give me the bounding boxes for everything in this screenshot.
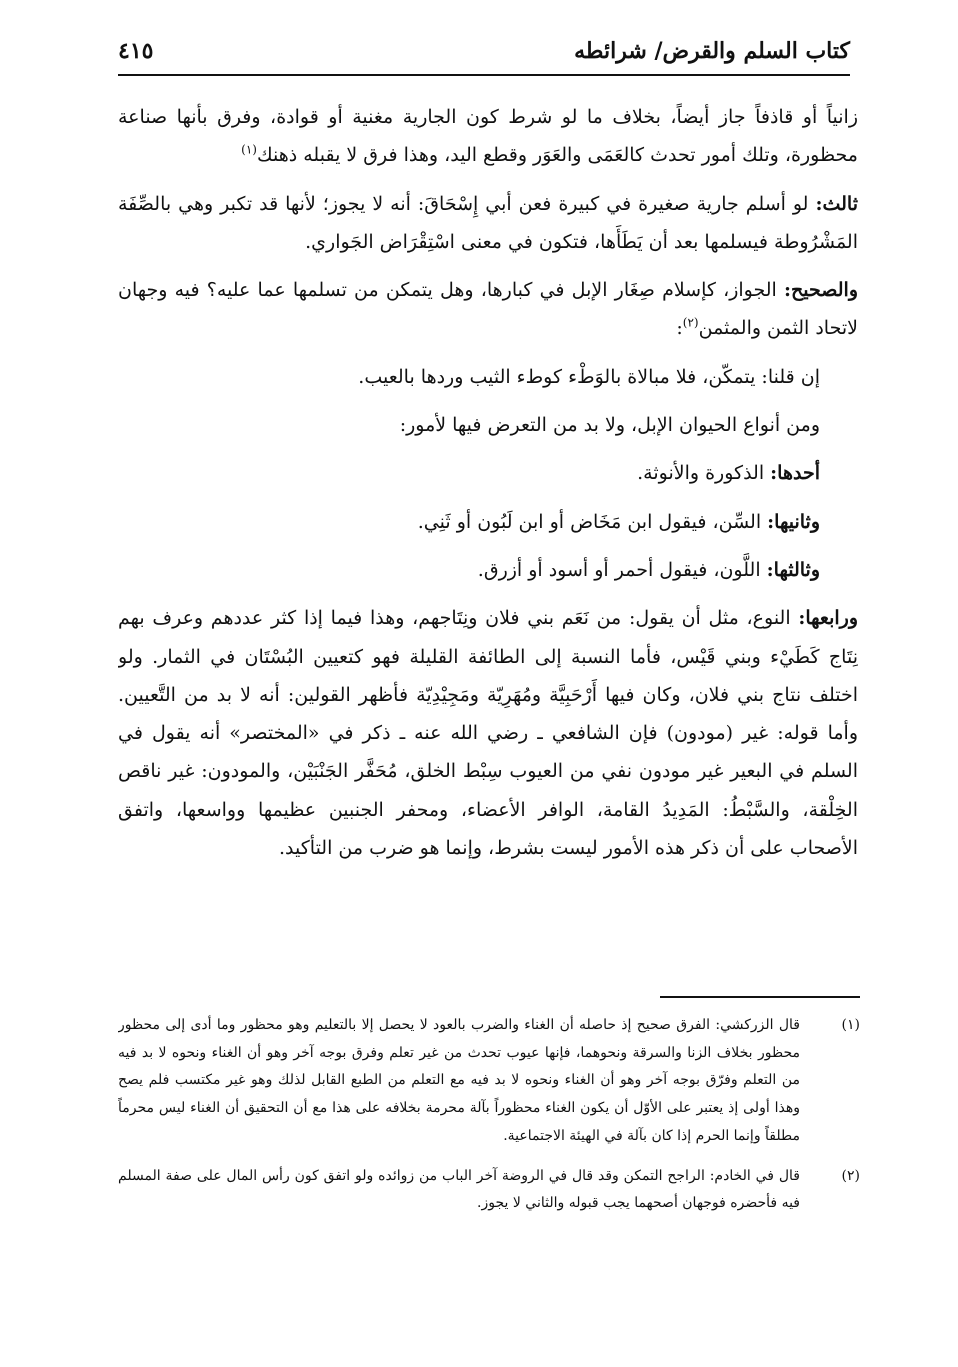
footnote-text-2: قال في الخادم: الراجح التمكن وقد قال في الروضة آخر الباب من زوائده ولو اتفق كون رأس المال على صفة المسلم فيه فأحضره فوجهان أصحهما يجب قبوله والثاني لا يجوز. bbox=[118, 1167, 800, 1212]
running-header bbox=[118, 34, 850, 76]
chapter-title: كتاب السلم والقرض/ شرائطه bbox=[574, 38, 850, 64]
footnote-separator bbox=[660, 996, 860, 998]
paragraph-correct: والصحيح: الجواز، كإسلام صِغَار الإبل في كبارها، وهل يتمكن من تسلمها عما عليه؟ فيه وجهان لاتحاد الثمن والمثمن$^{(٢)}$: bbox=[118, 279, 858, 340]
footnote-ref-2[interactable]: (٢) bbox=[682, 316, 699, 331]
page-number: ٤١٥ bbox=[118, 38, 154, 64]
footnote-2 bbox=[118, 1163, 860, 1218]
list-item-second: وثانيها: السِّن، فيقول ابن مَخَاض أو ابن لَبُون أو ثَنِي. bbox=[417, 510, 820, 533]
list-item-third: وثالثها: اللَّون، فيقول أحمر أو أسود أو أزرق. bbox=[477, 558, 820, 581]
list-item-fourth: ورابعها: النوع، مثل أن يقول: من نَعَم بني فلان ونِتَاجهم، وهذا فيما إذا كثر عددهم وعرف بهم نِتَاج كَطَيْء وبني قَيْس، فأما النسبة إلى الطائفة القليلة فهو كتعيين البُسْتَان في الثمار. ولو اختلف نتاج بني فلان، وكان فيها أَرْحَبِيَّة ومُهَرِيّة ومَجِيْدِيّة فأظهر القولين: أنه لا بد من التَّعيين. وأما قوله: غير (مودون) فإن الشافعي ـ رضي الله عنه ـ ذكر في «المختصر» أنه يقول في السلم في البعير غير مودون نفي من العيوب سِبْط الخلق، مُحَفَّر الجَنْبَيْن، والمودون: غير ناقص الخِلْقة، والسَّبْطُ: المَدِيدُ القامة، الوافر الأعضاء، ومحفر الجنبين عظيمها وواسعها، واتفق الأصحاب على أن ذكر هذه الأمور ليست بشرط، وإنما هو ضرب من التأكيد. bbox=[118, 607, 858, 860]
footnote-text-1: قال الزركشي: الفرق صحيح إذ حاصله أن الغناء والضرب بالعود لا يحصل إلا بالتعليم وهو محظور وما أدى إلى محظور محظور بخلاف الزنا والسرقة ونحوهما، فإنها عيوب تحدث من غير تعلم وفرق بوجه آخر وهو أن الغناء ونحوه لا بد فيه من التعلم وفرّق بوجه آخر وهو أن الغناء ونحوه لا بد فيه مع التعلم من الطبع القابل لذلك وهو غير مكتسب فلم يصح وهذا أولى إذ يعتبر على الأوّل أن يكون الغناء محظوراً بآلة محرمة بخلافه على هذا مع أن التحقيق أن الغناء ليس محرماً مطلقاً وإنما الحرم إذا كان بآلة في الهيئة الاجتماعية. bbox=[118, 1017, 800, 1144]
term-third: ثالث: bbox=[815, 192, 858, 215]
term-third-item: وثالثها: bbox=[766, 558, 820, 581]
paragraph-camels: ومن أنواع الحيوان الإبل، ولا بد من التعرض فيها لأمور: bbox=[399, 414, 820, 437]
footnote-number-1: (١) bbox=[841, 1017, 860, 1033]
main-text bbox=[118, 98, 858, 978]
footnotes bbox=[118, 1012, 860, 1312]
footnote-1 bbox=[118, 1012, 860, 1151]
term-first: أحدها: bbox=[770, 462, 820, 485]
list-item-first: أحدها: الذكورة والأنوثة. bbox=[637, 462, 820, 485]
term-second: وثانيها: bbox=[767, 510, 820, 533]
term-correct: والصحيح: bbox=[784, 279, 858, 302]
footnote-ref-1[interactable]: (١) bbox=[241, 142, 257, 157]
footnote-number-2: (٢) bbox=[841, 1167, 860, 1184]
paragraph-third: ثالث: لو أسلم جارية صغيرة في كبيرة فعن أبي إِسْحَاقَ: أنه لا يجوز؛ لأنها قد تكبر وهي بالصِّفَة المَشْرُوطة فيسلمها بعد أن يَطَأَها، فتكون في معنى اسْتِقْرَاض الجَواري. bbox=[118, 192, 858, 253]
paragraph-if-we-say: إن قلنا: يتمكّن، فلا مبالاة بالوَطْء كوطء الثيب وردها بالعيب. bbox=[358, 365, 820, 388]
paragraph-1: زانياً أو قاذفاً جاز أيضاً، بخلاف ما لو شرط كون الجارية مغنية أو قوادة، وفرق بأنها صناعة محظورة، وتلك أمور تحدث كالعَمَى والعَوَر وقطع اليد، وهذا فرق لا يقبله ذهنك$^{(١)}$ bbox=[118, 106, 858, 167]
term-fourth: ورابعها: bbox=[798, 607, 858, 630]
